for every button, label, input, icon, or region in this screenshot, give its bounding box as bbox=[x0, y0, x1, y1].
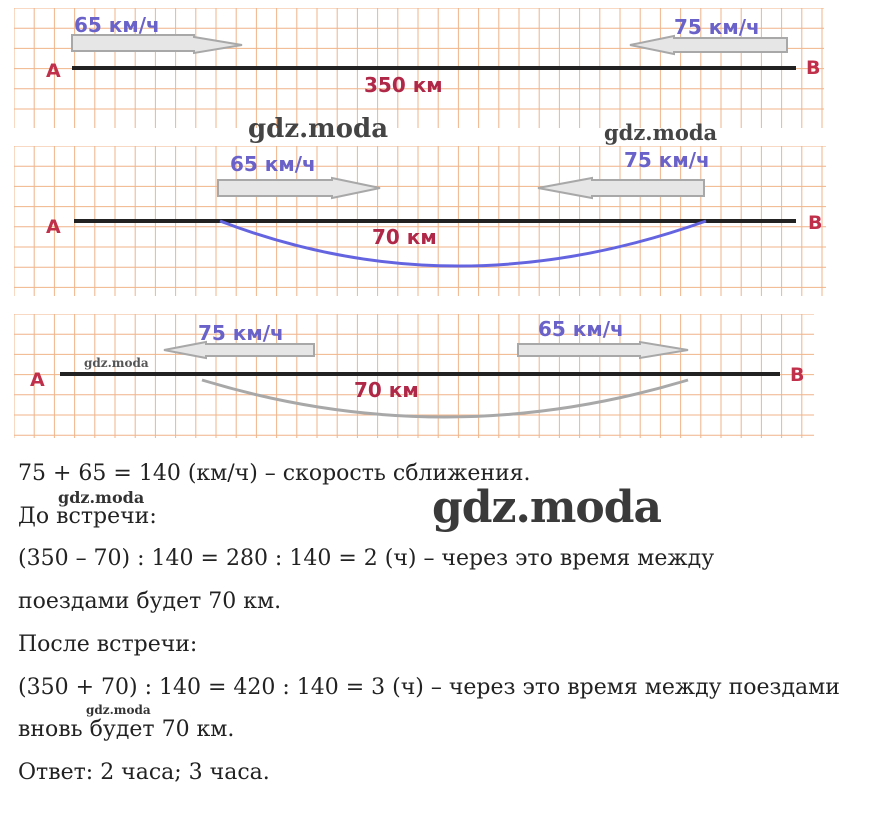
point-b-label: B bbox=[790, 364, 805, 386]
speed-label-left: 75 км/ч bbox=[198, 321, 284, 345]
watermark-2: gdz.moda bbox=[604, 120, 718, 145]
arrow-right-65 bbox=[518, 342, 688, 358]
point-a-label: A bbox=[30, 369, 45, 391]
speed-label-right: 65 км/ч bbox=[538, 317, 624, 341]
point-a-label: A bbox=[46, 216, 61, 238]
point-b-label: B bbox=[808, 212, 823, 234]
solution-line-5: После встречи: bbox=[18, 632, 198, 657]
distance-arc bbox=[202, 380, 688, 417]
speed-label-right: 75 км/ч bbox=[624, 148, 710, 172]
panel-2-canvas bbox=[14, 146, 826, 296]
distance-arc bbox=[220, 221, 706, 266]
solution-line-7: вновь будет 70 км. bbox=[18, 717, 235, 742]
watermark-1: gdz.moda bbox=[248, 114, 389, 144]
watermark-3: gdz.moda bbox=[84, 356, 149, 370]
panel-1-canvas bbox=[14, 8, 824, 128]
distance-label: 70 км bbox=[354, 378, 419, 402]
diagram-panel-3 bbox=[14, 314, 814, 438]
panel-3-canvas bbox=[14, 314, 814, 438]
watermark-6: gdz.moda bbox=[86, 703, 151, 717]
solution-line-4: поездами будет 70 км. bbox=[18, 589, 282, 614]
arrow-right-65 bbox=[218, 178, 380, 198]
watermark-4: gdz.moda bbox=[58, 488, 145, 507]
distance-label: 350 км bbox=[364, 73, 443, 97]
speed-label-left: 65 км/ч bbox=[230, 152, 316, 176]
distance-label: 70 км bbox=[372, 225, 437, 249]
speed-label-left: 65 км/ч bbox=[74, 13, 160, 37]
solution-line-2: До встречи: bbox=[18, 504, 157, 529]
solution-line-8: Ответ: 2 часа; 3 часа. bbox=[18, 760, 270, 785]
point-a-label: A bbox=[46, 60, 61, 82]
solution-line-6: (350 + 70) : 140 = 420 : 140 = 3 (ч) – через это время между поездами bbox=[18, 675, 840, 700]
speed-label-right: 75 км/ч bbox=[674, 15, 760, 39]
solution-line-1: 75 + 65 = 140 (км/ч) – скорость сближения. bbox=[18, 461, 531, 486]
diagram-panel-1 bbox=[14, 8, 824, 128]
point-b-label: B bbox=[806, 57, 821, 79]
watermark-5: gdz.moda bbox=[432, 482, 662, 533]
solution-line-3: (350 – 70) : 140 = 280 : 140 = 2 (ч) – через это время между bbox=[18, 546, 715, 571]
arrow-left-75 bbox=[538, 178, 704, 198]
diagram-panel-2 bbox=[14, 146, 826, 296]
